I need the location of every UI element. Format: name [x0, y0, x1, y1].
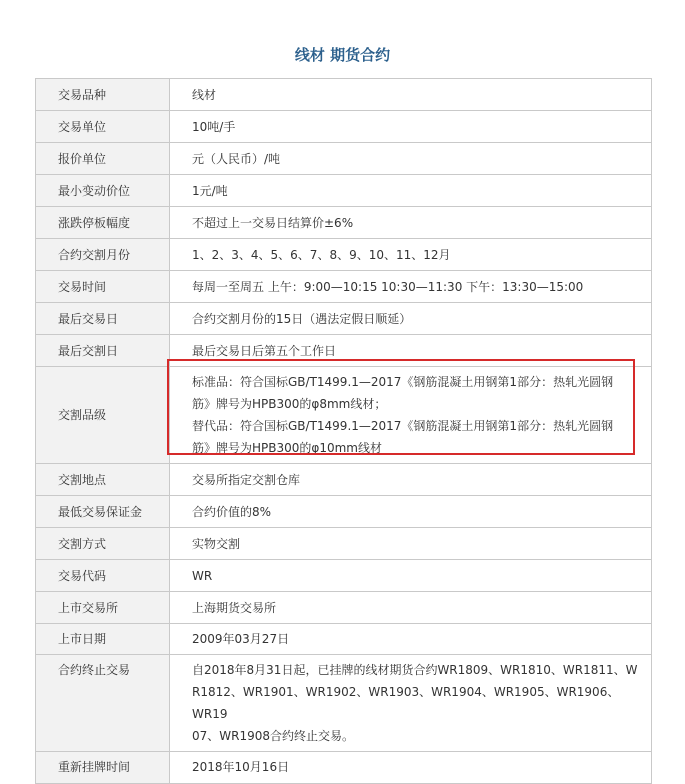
- row-label: 最后交易日: [36, 303, 170, 335]
- row-label: 上市日期: [36, 624, 170, 655]
- termination-line: 自2018年8月31日起，已挂牌的线材期货合约WR1809、WR1810、WR1811、W: [192, 663, 638, 677]
- row-label: 重新挂牌时间: [36, 752, 170, 784]
- row-label: 交割品级: [36, 367, 170, 464]
- row-label: 交易时间: [36, 271, 170, 303]
- row-value: 1元/吨: [170, 175, 652, 207]
- row-value: 10吨/手: [170, 111, 652, 143]
- row-value: [170, 655, 652, 752]
- row-value: 上海期货交易所: [170, 592, 652, 624]
- table-row: [36, 335, 652, 367]
- row-value: 不超过上一交易日结算价±6%: [170, 207, 652, 239]
- row-value: 交易所指定交割仓库: [170, 464, 652, 496]
- row-value: 合约交割月份的15日（遇法定假日顺延）: [170, 303, 652, 335]
- row-label: 报价单位: [36, 143, 170, 175]
- row-value: 1、2、3、4、5、6、7、8、9、10、11、12月: [170, 239, 652, 271]
- row-value: [170, 367, 652, 464]
- table-row: [36, 79, 652, 111]
- row-label: 交易品种: [36, 79, 170, 111]
- row-label: 交割地点: [36, 464, 170, 496]
- table-row: [36, 560, 652, 592]
- table-row: [36, 624, 652, 655]
- grade-line: 筋》牌号为HPB300的φ8mm线材；: [192, 397, 387, 411]
- table-row: [36, 528, 652, 560]
- contract-spec-table: [35, 78, 652, 784]
- grade-line: 筋》牌号为HPB300的φ10mm线材: [192, 441, 382, 455]
- row-value: 2018年10月16日: [170, 752, 652, 784]
- row-label: 最后交割日: [36, 335, 170, 367]
- table-row: [36, 143, 652, 175]
- row-value: 2009年03月27日: [170, 624, 652, 655]
- grade-line: 替代品：符合国标GB/T1499.1—2017《钢筋混凝土用钢第1部分：热轧光圆钢: [192, 419, 614, 433]
- row-value: 合约价值的8%: [170, 496, 652, 528]
- table-row: [36, 303, 652, 335]
- termination-line: R1812、WR1901、WR1902、WR1903、WR1904、WR1905、WR1906、WR19: [192, 685, 620, 721]
- table-row: [36, 239, 652, 271]
- table-row: [36, 111, 652, 143]
- row-label: 最低交易保证金: [36, 496, 170, 528]
- row-label: 合约终止交易: [36, 655, 170, 752]
- row-value: 每周一至周五 上午：9:00—10:15 10:30—11:30 下午：13:30—15:00: [170, 271, 652, 303]
- table-row: [36, 592, 652, 624]
- table-row: [36, 271, 652, 303]
- row-label: 合约交割月份: [36, 239, 170, 271]
- row-value: 线材: [170, 79, 652, 111]
- row-value: WR: [170, 560, 652, 592]
- row-value: 最后交易日后第五个工作日: [170, 335, 652, 367]
- grade-line: 标准品：符合国标GB/T1499.1—2017《钢筋混凝土用钢第1部分：热轧光圆钢: [192, 375, 614, 389]
- row-label: 交割方式: [36, 528, 170, 560]
- table-row: [36, 207, 652, 239]
- table-row: [36, 496, 652, 528]
- row-value: 元（人民币）/吨: [170, 143, 652, 175]
- row-label: 涨跌停板幅度: [36, 207, 170, 239]
- row-label: 交易单位: [36, 111, 170, 143]
- table-row: [36, 175, 652, 207]
- row-value: 实物交割: [170, 528, 652, 560]
- row-label: 最小变动价位: [36, 175, 170, 207]
- page-title: 线材 期货合约: [294, 46, 391, 64]
- row-label: 上市交易所: [36, 592, 170, 624]
- termination-line: 07、WR1908合约终止交易。: [192, 729, 355, 743]
- table-row: [36, 752, 652, 784]
- row-label: 交易代码: [36, 560, 170, 592]
- table-row: [36, 464, 652, 496]
- table-row: [36, 655, 652, 752]
- table-row: [36, 367, 652, 464]
